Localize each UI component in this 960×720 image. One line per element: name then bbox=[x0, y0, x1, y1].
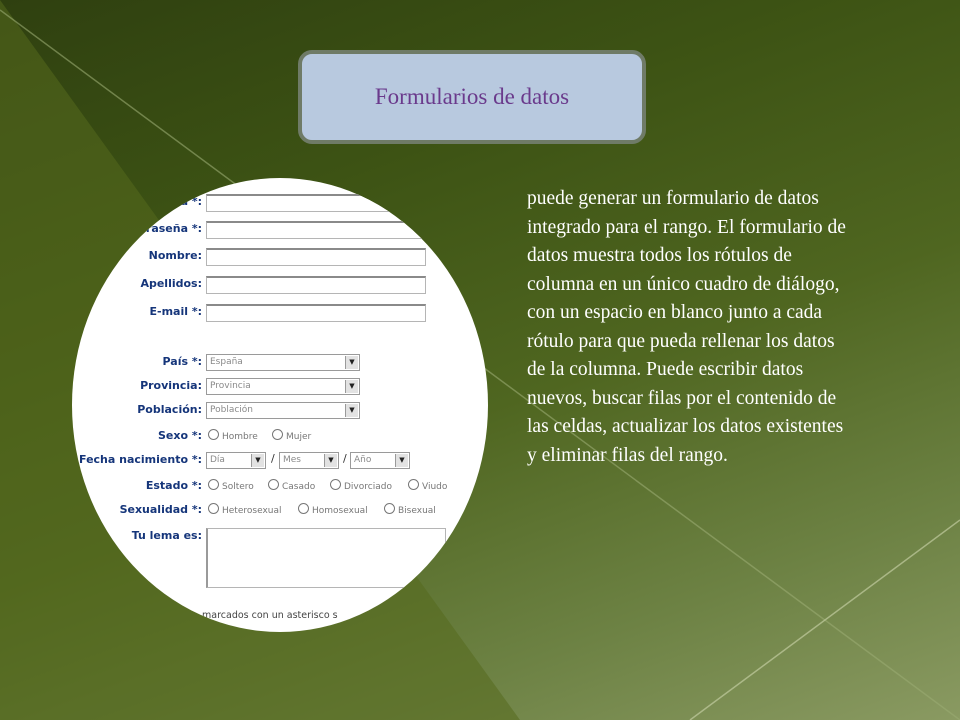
radio-circle-icon bbox=[268, 479, 279, 490]
radio-label: Homosexual bbox=[312, 506, 368, 516]
chevron-down-icon: ▼ bbox=[324, 454, 337, 467]
radio-label: Mujer bbox=[286, 432, 312, 442]
form-row-password bbox=[72, 192, 488, 216]
form-row-pais bbox=[72, 352, 488, 376]
form-row-sexualidad bbox=[72, 500, 488, 524]
radio-label: Casado bbox=[282, 482, 316, 492]
form-row-email bbox=[72, 302, 488, 326]
radio-hombre bbox=[208, 429, 258, 442]
dia-select-value: Día bbox=[210, 455, 225, 465]
form-label-confirm: contraseña *: bbox=[118, 222, 202, 235]
password-input bbox=[206, 194, 426, 212]
lema-textarea bbox=[206, 528, 446, 588]
chevron-down-icon: ▼ bbox=[395, 454, 408, 467]
radio-label: Hombre bbox=[222, 432, 258, 442]
email-input bbox=[206, 304, 426, 322]
pais-select-value: España bbox=[210, 357, 243, 367]
form-label-provincia: Provincia: bbox=[140, 379, 202, 392]
form-screenshot-image bbox=[72, 178, 488, 632]
anio-select bbox=[350, 452, 410, 469]
chevron-down-icon: ▼ bbox=[345, 380, 358, 393]
confirm-password-input bbox=[206, 221, 426, 239]
poblacion-select-value: Población bbox=[210, 405, 254, 415]
radio-casado bbox=[268, 479, 315, 492]
radio-circle-icon bbox=[384, 503, 395, 514]
form-label-email: E-mail *: bbox=[149, 305, 202, 318]
radio-bisexual bbox=[384, 503, 436, 516]
form-example bbox=[72, 178, 488, 632]
radio-circle-icon bbox=[408, 479, 419, 490]
mes-select-value: Mes bbox=[283, 455, 301, 465]
radio-circle-icon bbox=[208, 479, 219, 490]
apellidos-input bbox=[206, 276, 426, 294]
mes-select bbox=[279, 452, 339, 469]
radio-label: Viudo bbox=[422, 482, 448, 492]
form-label-poblacion: Población: bbox=[137, 403, 202, 416]
form-label-pais: País *: bbox=[162, 355, 202, 368]
radio-circle-icon bbox=[330, 479, 341, 490]
form-footnote: marcados con un asterisco s bbox=[202, 610, 338, 621]
form-label-lema: Tu lema es: bbox=[131, 529, 202, 542]
radio-circle-icon bbox=[208, 429, 219, 440]
radio-circle-icon bbox=[208, 503, 219, 514]
chevron-down-icon: ▼ bbox=[345, 356, 358, 369]
form-row-confirm bbox=[72, 219, 488, 243]
slide-body-text: puede generar un formulario de datos integrado para el rango. El formulario de datos muestra todos los rótulos de columna en un único cuadro de diálogo, con un espacio en blanco junto a cada rótulo para que pueda rellenar los datos de la columna. Puede escribir datos nuevos, buscar filas por el contenido de las celdas, actualizar los datos existentes y eliminar filas del rango. bbox=[527, 188, 846, 466]
form-row-poblacion bbox=[72, 400, 488, 424]
chevron-down-icon: ▼ bbox=[251, 454, 264, 467]
radio-divorciado bbox=[330, 479, 392, 492]
radio-homosexual bbox=[298, 503, 368, 516]
radio-mujer bbox=[272, 429, 311, 442]
poblacion-select bbox=[206, 402, 360, 419]
radio-viudo bbox=[408, 479, 447, 492]
chevron-down-icon: ▼ bbox=[345, 404, 358, 417]
date-separator: / bbox=[271, 452, 275, 465]
form-label-sexualidad: Sexualidad *: bbox=[119, 503, 202, 516]
radio-soltero bbox=[208, 479, 254, 492]
radio-label: Divorciado bbox=[344, 482, 392, 492]
radio-heterosexual bbox=[208, 503, 282, 516]
anio-select-value: Año bbox=[354, 455, 372, 465]
radio-circle-icon bbox=[298, 503, 309, 514]
form-row-apellidos bbox=[72, 274, 488, 298]
form-label-sexo: Sexo *: bbox=[157, 429, 202, 442]
radio-label: Soltero bbox=[222, 482, 254, 492]
form-row-fecha bbox=[72, 450, 488, 474]
form-label-password: traseña *: bbox=[140, 195, 202, 208]
provincia-select-value: Provincia bbox=[210, 381, 251, 391]
date-separator: / bbox=[343, 452, 347, 465]
radio-label: Heterosexual bbox=[222, 506, 282, 516]
form-row-estado bbox=[72, 476, 488, 500]
form-label-fecha: Fecha nacimiento *: bbox=[79, 453, 202, 466]
slide-title: Formularios de datos bbox=[374, 84, 570, 109]
form-label-apellidos: Apellidos: bbox=[140, 277, 202, 290]
pais-select bbox=[206, 354, 360, 371]
radio-circle-icon bbox=[272, 429, 283, 440]
form-label-nombre: Nombre: bbox=[148, 249, 202, 262]
dia-select bbox=[206, 452, 266, 469]
form-label-estado: Estado *: bbox=[145, 479, 202, 492]
nombre-input bbox=[206, 248, 426, 266]
provincia-select bbox=[206, 378, 360, 395]
form-row-sexo bbox=[72, 426, 488, 450]
radio-label: Bisexual bbox=[398, 506, 436, 516]
title-box bbox=[298, 50, 646, 144]
form-row-nombre bbox=[72, 246, 488, 270]
form-row-provincia bbox=[72, 376, 488, 400]
